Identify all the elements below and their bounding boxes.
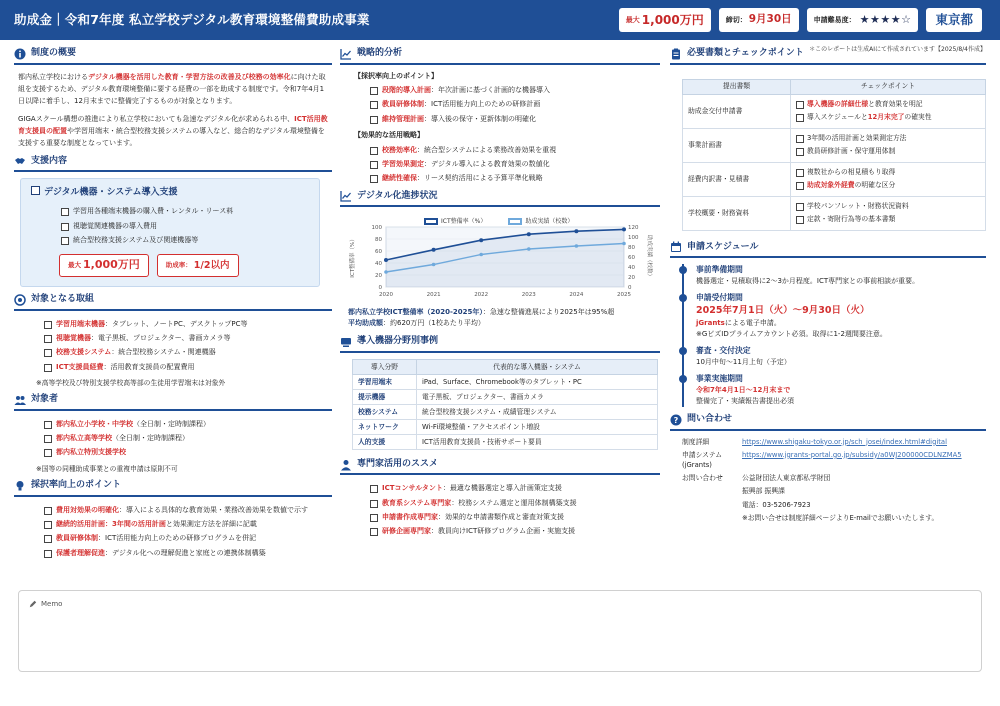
y-tick-right: 0 [628,285,632,292]
data-point-grants [575,244,579,248]
table-row: 経費内訳書・見積書 複数社からの相見積もり取得 助成対象外経費の明確な区分 [683,162,986,196]
support-box-title: デジタル機器・システム導入支援 [31,186,309,200]
targets-heading [14,293,332,311]
chart-line-icon [340,190,352,202]
y-tick-right: 120 [628,225,639,232]
list-item: 統合型校務支援システム及び関連機器等 [61,233,309,247]
data-point-grants [622,242,626,246]
table-row: 学校概要・財務資料 学校パンフレット・財務状況資料 定款・寄附行為等の基本書類 [683,196,986,230]
checklist-item: 教員研修計画・保守運用体制 [796,145,980,158]
contact-key: 制度詳細 [682,437,710,446]
list-item: 学習用端末機器：タブレット、ノートPC、デスクトップPC等 [44,317,332,331]
data-point-ict [479,238,483,242]
stat-average-grant: 平均助成額：約620万円（1校あたり平均） [348,319,485,328]
data-point-grants [432,263,436,267]
y-tick-left: 100 [371,225,382,232]
contact-key: お問い合わせ [682,474,723,483]
schedule-title: 申請スケジュール [687,241,759,252]
strategy-list-2 [370,143,660,186]
experts-icon [340,459,352,471]
y-tick-left: 60 [375,249,382,256]
y-tick-left: 40 [375,261,382,268]
list-item: 都内私立特別支援学校 [44,445,332,459]
checklist-item: 導入スケジュールと12月末完了の確実性 [796,111,980,124]
eligible-title: 対象者 [31,394,59,405]
users-icon [14,394,26,406]
table-header: 代表的な導入機器・システム [417,359,658,374]
contact-title: 問い合わせ [687,414,733,425]
difficulty-label: 申請難易度： [813,15,856,24]
overview-paragraph-1: 都内私立学校におけるデジタル機器を活用した教育・学習方法の改善及び校務の効率化に向けた取組を支援するため、デジタル教育環境整備に要する経費の一部を助成する制度です。令和7年4月1日以降に着手し、12月末までに整備完了するものが対象となります。 [18,72,326,105]
strategy-list-1 [370,83,660,126]
eligible-list [44,417,332,460]
devices-table [352,359,658,450]
y-tick-right: 80 [628,245,635,252]
legend-label: 助成実績（校数） [525,218,574,226]
timeline-item: 審査・交付決定 10月中旬〜11月上旬（予定） [696,345,986,368]
max-amount-value: 1,000万円 [641,13,704,27]
max-amount-badge [619,8,711,32]
y-tick-right: 100 [628,235,639,242]
checklist-item: 導入機器の詳細仕様と教育効果を明記 [796,98,980,111]
list-item: 段階的導入計画：年次計画に基づく計画的な機器導入 [370,83,660,97]
page-title: 助成金｜令和7年度 私立学校デジタル教育環境整備費助成事業 [14,11,370,27]
y-tick-right: 20 [628,275,635,282]
calendar-icon [670,241,682,253]
difficulty-stars: ★★★★☆ [859,12,912,26]
y-tick-left: 0 [378,285,382,292]
handshake-icon [14,155,26,167]
digital-heading [340,190,660,208]
points-heading [14,479,332,497]
list-item: 都内私立小学校・中学校（全日制・定時制課程） [44,417,332,431]
region-badge: 東京都 [926,8,982,32]
right-column [670,47,986,523]
schedule-timeline [682,264,986,407]
strategy-title: 戦略的分析 [357,48,403,58]
page-header [0,0,1000,40]
table-header: チェックポイント [791,79,986,94]
memo-box[interactable] [18,590,982,672]
y-tick-right: 60 [628,255,635,262]
devices-icon [340,336,352,348]
table-header-row [683,79,986,94]
target-icon [14,294,26,306]
y-tick-right: 40 [628,265,635,272]
deadline-label: 締切： [725,15,747,24]
support-heading [14,155,332,173]
table-row: ネットワーク Wi-Fi環境整備・アクセスポイント増設 [353,419,658,434]
x-tick: 2024 [569,292,584,299]
checklist-item: 助成対象外経費の明確な区分 [796,179,980,192]
y-tick-left: 20 [375,273,382,280]
checklist-item: 定款・寄附行為等の基本書類 [796,213,980,226]
jgrants-link[interactable]: https://www.jgrants-portal.go.jp/subsidy/a0WJ200000CDLNZMA5 [742,450,962,459]
eligible-note: ※国等の同種助成事業との重複申請は原則不可 [36,464,178,473]
x-tick: 2022 [474,292,489,299]
list-item: 視聴覚関連機器の導入費用 [61,219,309,233]
x-tick: 2023 [521,292,536,299]
experts-heading [340,458,660,476]
data-point-ict [622,227,626,231]
contact-value: 公益財団法人東京都私学財団 [742,474,831,483]
overview-heading [14,47,332,65]
list-item: 申請書作成専門家：効果的な申請書類作成と審査対策支援 [370,510,660,524]
data-point-ict [527,232,531,236]
ai-generated-note: ＊このレポートは生成AIにて作成されています【2025/8/4作成】 [809,46,986,53]
program-details-link[interactable]: https://www.shigaku-tokyo.or.jp/sch_josei/index.html#digital [742,437,947,446]
info-icon [14,48,26,60]
targets-note: ※高等学校及び特別支援学校高等部の生徒用学習端末は対象外 [36,379,226,388]
list-item: ICT支援員経費：活用教育支援員の配置費用 [44,360,332,374]
table-header-row [353,359,658,374]
docs-table [682,79,986,231]
list-item: 継続性確保：リース契約活用による予算平準化戦略 [370,171,660,185]
list-item: 維持管理計画：導入後の保守・更新体制の明確化 [370,112,660,126]
eligible-heading [14,393,332,411]
devices-title: 導入機器分野別事例 [357,336,439,347]
pencil-icon [29,600,37,608]
checklist-item: 3年間の活用計画と効果測定方法 [796,132,980,145]
table-header: 提出書類 [683,79,791,94]
checklist-item: 複数社からの相見積もり取得 [796,166,980,179]
data-point-ict [384,258,388,262]
list-item: 教育系システム専門家：校務システム選定と運用体制構築支援 [370,496,660,510]
table-row: 事業計画書 3年間の活用計画と効果測定方法 教員研修計画・保守運用体制 [683,128,986,162]
list-item: 教員研修体制：ICT活用能力向上のための研修計画 [370,97,660,111]
table-row: 提示機器 電子黒板、プロジェクター、書画カメラ [353,389,658,404]
overview-title: 制度の概要 [31,48,77,58]
max-amount-pill: 最大 1,000万円 [59,254,149,277]
timeline-item: 申請受付期間 2025年7月1日（火）〜9月30日（火） jGrantsによる電子申請。 ※GビズIDプライムアカウント必須。取得に1-2週間要注意。 [696,292,986,340]
list-item: 校務効率化：統合型システムによる業務改善効果を重視 [370,143,660,157]
table-header: 導入分野 [353,359,417,374]
progress-chart [342,213,658,301]
table-row: 学習用端末 iPad、Surface、Chromebook等のタブレット・PC [353,374,658,389]
list-item: 保護者理解促進：デジタル化への理解促進と家庭との連携体制構築 [44,546,332,560]
y-tick-left: 80 [375,237,382,244]
max-amount-prefix: 最大 [625,15,640,24]
y-axis-label-right: 助成実績（校数） [646,235,652,280]
left-column [14,47,332,564]
chart-legend [424,217,595,226]
chart-line-icon [340,48,352,60]
line-chart [342,213,658,301]
lightbulb-icon [14,480,26,492]
digital-title: デジタル化進捗状況 [357,190,438,201]
support-items [61,204,309,247]
timeline-item: 事前準備期間 機器選定・見積取得に2〜3か月程度。ICT専門家との事前相談が重要。 [696,264,986,287]
x-tick: 2025 [617,292,631,299]
contact-key: 申請システム (jGrants) [682,450,723,469]
contact-value: 電話：03-5206-7923 [742,500,811,509]
devices-heading [340,335,660,353]
deadline-value: 9月30日 [748,13,792,26]
table-row: 助成金交付申請書 導入機器の詳細仕様と教育効果を明記 導入スケジュールと12月末完了の確実性 [683,94,986,128]
checklist-item: 学校パンフレット・財務状況資料 [796,200,980,213]
list-item: 費用対効果の明確化：導入による具体的な教育効果・業務改善効果を数値で示す [44,503,332,517]
points-title: 採択率向上のポイント [31,480,122,490]
timeline-item: 事業実施期間 令和7年4月1日〜12月末まで 整備完了・実績報告書提出必須 [696,373,986,407]
subsidy-rate-pill: 助成率： 1/2以内 [157,254,239,277]
list-item: 都内私立高等学校（全日制・定時制課程） [44,431,332,445]
data-point-ict [432,248,436,252]
support-box [20,178,320,287]
x-tick: 2020 [379,292,393,299]
middle-column [340,47,660,543]
schedule-heading [670,241,986,259]
stat-ict-rate: 都内私立学校ICT整備率（2020-2025年）：急速な整備進展により2025年は95%超 [348,308,615,317]
strategy-sub-2: 【効果的な活用戦略】 [354,131,424,140]
clipboard-icon [670,48,682,60]
points-list [44,503,332,560]
contact-value: 振興部 振興課 [742,487,785,496]
list-item: ICTコンサルタント：最適な機器選定と導入計画策定支援 [370,481,660,495]
list-item: 校務支援システム：統合型校務システム・関連機器 [44,345,332,359]
support-title: 支援内容 [31,155,68,166]
legend-label: ICT整備率（%） [441,218,487,226]
contact-heading [670,413,986,431]
targets-title: 対象となる取組 [31,294,95,305]
targets-list [44,317,332,374]
legend-swatch-grants [508,218,522,225]
legend-swatch-ict [424,218,438,225]
table-row: 人的支援 ICT活用教育支援員・技術サポート要員 [353,434,658,449]
data-point-ict [574,229,578,233]
contact-value: ※お問い合せは制度詳細ページよりE-mailでお願いいたします。 [742,513,939,522]
deadline-badge [719,8,799,32]
y-axis-label-left: ICT整備率（%） [350,236,356,278]
list-item: 学習効果測定：デジタル導入による教育効果の数値化 [370,157,660,171]
data-point-grants [527,247,531,251]
table-row: 校務システム 統合型校務支援システム・成績管理システム [353,404,658,419]
experts-title: 専門家活用のススメ [357,458,439,469]
docs-title: 必要書類とチェックポイント [687,48,804,58]
contact-grid [682,437,986,523]
question-icon [670,414,682,426]
list-item: 教員研修体制：ICT活用能力向上のための研修プログラムを併記 [44,531,332,545]
difficulty-badge [807,8,919,32]
list-item: 視聴覚機器：電子黒板、プロジェクター、書画カメラ等 [44,331,332,345]
experts-list [370,481,660,538]
x-tick: 2021 [426,292,441,299]
strategy-sub-1: 【採択率向上のポイント】 [354,71,438,80]
memo-label: Memo [29,599,971,610]
data-point-grants [479,253,483,257]
strategy-heading [340,47,660,65]
overview-paragraph-2: GIGAスクール構想の推進により私立学校においても急速なデジタル化が求められる中、ICT活用教育支援員の配置や学習用端末・統合型校務支援システムの導入など、総合的なデジタル環境整備を支援する重要な制度となっています。 [18,114,328,147]
docs-heading [670,47,986,65]
svg-text:?: ? [673,415,679,425]
list-item: 継続的活用計画：3年間の活用計画と効果測定方法を詳細に記載 [44,517,332,531]
list-item: 研修企画専門家：教員向けICT研修プログラム企画・実施支援 [370,524,660,538]
list-item: 学習用各種端末機器の購入費・レンタル・リース料 [61,204,309,218]
data-point-grants [384,270,388,274]
